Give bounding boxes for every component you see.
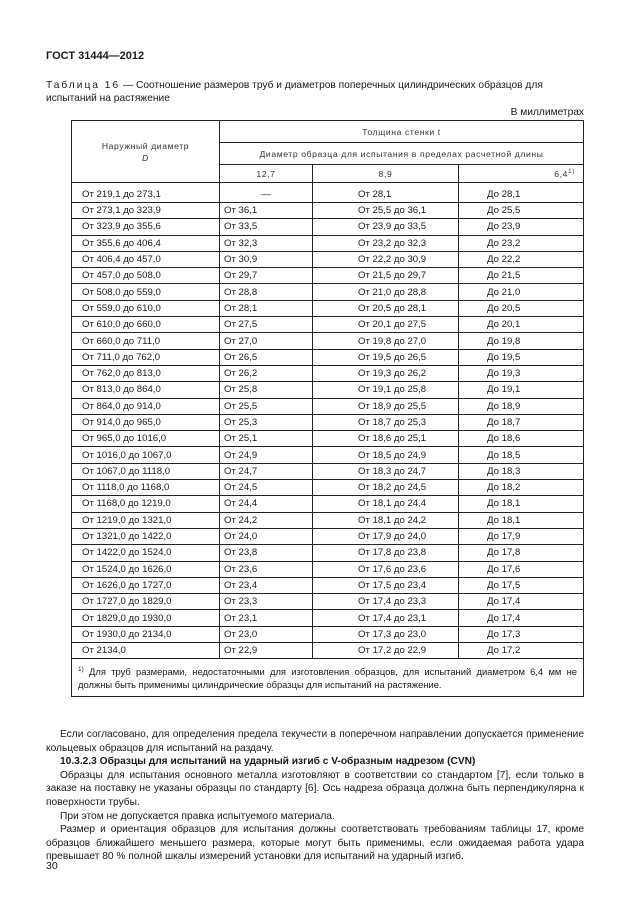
cell-thickness-12-7: От 23,0 (220, 626, 313, 642)
cell-thickness-8-9: От 19,5 до 26,5 (313, 349, 459, 365)
cell-thickness-12-7: От 22,9 (220, 643, 313, 659)
cell-outer-diameter: От 864,0 до 914,0 (72, 398, 220, 414)
table-row (72, 496, 584, 512)
cell-thickness-6-4: До 21,0 (459, 284, 584, 300)
cell-thickness-6-4: До 23,9 (459, 219, 584, 235)
table-row (72, 382, 584, 398)
cell-outer-diameter: От 1626,0 до 1727,0 (72, 577, 220, 593)
cell-thickness-12-7: От 24,5 (220, 480, 313, 496)
cell-thickness-12-7: От 36,1 (220, 203, 313, 219)
cell-outer-diameter: От 1168,0 до 1219,0 (72, 496, 220, 512)
cell-thickness-6-4: До 18,7 (459, 414, 584, 430)
cell-thickness-12-7: От 30,9 (220, 251, 313, 267)
cell-thickness-12-7: От 23,8 (220, 545, 313, 561)
cell-outer-diameter: От 355,6 до 406,4 (72, 235, 220, 251)
table-row (72, 561, 584, 577)
cell-thickness-6-4: До 17,4 (459, 610, 584, 626)
paragraph-base-metal: Образцы для испытания основного металла изготовляют в соответствии со стандартом [7], если только в заказе на поставку не указаны образцы по стандарту [6]. Ось надреза образца должна быть перпендикулярна к поверхности трубы. (46, 769, 584, 808)
cell-thickness-6-4: До 17,3 (459, 626, 584, 642)
cell-thickness-8-9: От 18,2 до 24,5 (313, 480, 459, 496)
cell-thickness-8-9: От 20,1 до 27,5 (313, 317, 459, 333)
cell-thickness-8-9: От 17,8 до 23,8 (313, 545, 459, 561)
cell-outer-diameter: От 1118,0 до 1168,0 (72, 480, 220, 496)
cell-thickness-6-4: До 19,3 (459, 365, 584, 381)
cell-thickness-12-7: От 24,9 (220, 447, 313, 463)
footnote-mark: 1) (78, 666, 84, 674)
cell-thickness-12-7: От 23,1 (220, 610, 313, 626)
cell-thickness-12-7: От 23,4 (220, 577, 313, 593)
cell-outer-diameter: От 1727,0 до 1829,0 (72, 594, 220, 610)
header-thickness-3-value: 6,4 (554, 168, 569, 179)
cell-thickness-6-4: До 17,2 (459, 643, 584, 659)
cell-thickness-12-7: От 24,7 (220, 463, 313, 479)
header-wall-thickness: Толщина стенки t (220, 121, 584, 143)
table-row (72, 414, 584, 430)
table-row (72, 268, 584, 284)
table-row (72, 545, 584, 561)
section-heading-cvn: 10.3.2.3 Образцы для испытаний на ударный изгиб с V-образным надрезом (CVN) (60, 756, 476, 768)
header-specimen-diameter: Диаметр образца для испытания в пределах расчетной длины (220, 143, 584, 165)
cell-outer-diameter: От 1829,0 до 1930,0 (72, 610, 220, 626)
cell-thickness-6-4: До 17,4 (459, 594, 584, 610)
header-outer-diameter (72, 121, 220, 183)
table-body (72, 183, 584, 659)
cell-outer-diameter: От 1422,0 до 1524,0 (72, 545, 220, 561)
cell-outer-diameter: От 219,1 до 273,1 (72, 183, 220, 203)
data-table (71, 120, 584, 697)
cell-thickness-12-7: От 25,8 (220, 382, 313, 398)
cell-thickness-6-4: До 22,2 (459, 251, 584, 267)
cell-thickness-8-9: От 21,5 до 29,7 (313, 268, 459, 284)
table-row (72, 183, 584, 203)
cell-thickness-6-4: До 18,2 (459, 480, 584, 496)
cell-outer-diameter: От 762,0 до 813,0 (72, 365, 220, 381)
table-row (72, 594, 584, 610)
table-row (72, 284, 584, 300)
table-row (72, 447, 584, 463)
cell-outer-diameter: От 508,0 до 559,0 (72, 284, 220, 300)
table-row (72, 365, 584, 381)
cell-thickness-8-9: От 18,6 до 25,1 (313, 431, 459, 447)
cell-thickness-12-7: От 28,1 (220, 300, 313, 316)
cell-thickness-8-9: От 19,1 до 25,8 (313, 382, 459, 398)
cell-thickness-12-7: От 27,5 (220, 317, 313, 333)
cell-thickness-12-7: От 26,2 (220, 365, 313, 381)
cell-thickness-6-4: До 19,1 (459, 382, 584, 398)
cell-thickness-12-7: От 27,0 (220, 333, 313, 349)
cell-thickness-8-9: От 17,4 до 23,3 (313, 594, 459, 610)
cell-outer-diameter: От 1219,0 до 1321,0 (72, 512, 220, 528)
cell-thickness-6-4: До 28,1 (459, 183, 584, 203)
cell-outer-diameter: От 406,4 до 457,0 (72, 251, 220, 267)
cell-thickness-8-9: От 19,8 до 27,0 (313, 333, 459, 349)
footnote-text: Для труб размерами, недостаточными для изготовления образцов, для испытаний диаметром 6,4 мм не должны быть применимы цилиндрические образцы для испытаний на растяжение. (78, 666, 578, 691)
header-outer-diameter-label: Наружный диаметр (101, 140, 190, 151)
cell-outer-diameter: От 273,1 до 323,9 (72, 203, 220, 219)
cell-thickness-12-7: От 24,2 (220, 512, 313, 528)
table-row (72, 643, 584, 659)
cell-thickness-12-7: От 24,4 (220, 496, 313, 512)
cell-thickness-8-9: От 17,2 до 22,9 (313, 643, 459, 659)
cell-outer-diameter: От 711,0 до 762,0 (72, 349, 220, 365)
cell-thickness-8-9: От 20,5 до 28,1 (313, 300, 459, 316)
table-row (72, 219, 584, 235)
cell-thickness-8-9: От 18,7 до 25,3 (313, 414, 459, 430)
paragraph-ring-specimens: Если согласовано, для определения предела текучести в поперечном направлении допускается применение кольцевых образцов для испытаний на раздачу. (46, 729, 584, 754)
table-row (72, 512, 584, 528)
table-caption-text: — Соотношение размеров труб и диаметров поперечных цилиндрических образцов для испытаний на растяжение (46, 80, 543, 104)
table-caption-label: Таблица 16 (46, 80, 121, 91)
cell-thickness-8-9: От 23,2 до 32,3 (313, 235, 459, 251)
cell-thickness-8-9: От 18,3 до 24,7 (313, 463, 459, 479)
paragraph-no-straightening: При этом не допускается правка испытуемого материала. (60, 810, 335, 822)
cell-thickness-8-9: От 17,6 до 23,6 (313, 561, 459, 577)
cell-thickness-6-4: До 23,2 (459, 235, 584, 251)
cell-thickness-12-7: От 25,5 (220, 398, 313, 414)
cell-thickness-6-4: До 18,5 (459, 447, 584, 463)
table-row (72, 610, 584, 626)
cell-thickness-12-7: От 25,3 (220, 414, 313, 430)
cell-thickness-8-9: От 17,5 до 23,4 (313, 577, 459, 593)
cell-thickness-6-4: До 19,5 (459, 349, 584, 365)
table-row (72, 480, 584, 496)
cell-thickness-6-4: До 25,5 (459, 203, 584, 219)
table-row (72, 431, 584, 447)
table-row (72, 317, 584, 333)
cell-thickness-6-4: До 18,3 (459, 463, 584, 479)
cell-thickness-8-9: От 19,3 до 26,2 (313, 365, 459, 381)
table-caption (46, 80, 586, 105)
cell-thickness-6-4: До 18,1 (459, 512, 584, 528)
cell-thickness-6-4: До 20,5 (459, 300, 584, 316)
cell-thickness-12-7: От 29,7 (220, 268, 313, 284)
cell-thickness-8-9: От 23,9 до 33,5 (313, 219, 459, 235)
cell-thickness-8-9: От 18,9 до 25,5 (313, 398, 459, 414)
cell-outer-diameter: От 610,0 до 660,0 (72, 317, 220, 333)
header-thickness-3-footnote-mark: 1) (568, 167, 576, 175)
table-row (72, 300, 584, 316)
cell-thickness-8-9: От 17,3 до 23,0 (313, 626, 459, 642)
cell-thickness-6-4: До 18,1 (459, 496, 584, 512)
header-thickness-3 (459, 165, 584, 183)
header-thickness-2: 8,9 (313, 165, 459, 183)
cell-thickness-6-4: До 17,8 (459, 545, 584, 561)
table-units: В миллиметрах (510, 107, 584, 118)
cell-thickness-6-4: До 17,9 (459, 528, 584, 544)
cell-thickness-12-7: От 26,5 (220, 349, 313, 365)
cell-thickness-8-9: От 18,1 до 24,2 (313, 512, 459, 528)
table-row (72, 235, 584, 251)
table-row (72, 528, 584, 544)
body-text (46, 728, 584, 864)
cell-thickness-8-9: От 18,5 до 24,9 (313, 447, 459, 463)
cell-thickness-12-7: От 24,0 (220, 528, 313, 544)
cell-thickness-8-9: От 21,0 до 28,8 (313, 284, 459, 300)
cell-thickness-12-7: От 23,6 (220, 561, 313, 577)
table-row (72, 203, 584, 219)
page-number: 30 (46, 860, 58, 872)
paragraph-size-orientation: Размер и ориентация образцов для испытания должны соответствовать требованиям таблицы 17, кроме образцов ближайшего меньшего размера, которые могут быть применимы, если ожидаемая работа удара превышает 80 % полной шкалы измерений установки для испытаний на ударный изгиб. (46, 824, 584, 863)
table-row (72, 333, 584, 349)
cell-outer-diameter: От 323,9 до 355,6 (72, 219, 220, 235)
cell-thickness-12-7: От 28,8 (220, 284, 313, 300)
cell-thickness-8-9: От 17,4 до 23,1 (313, 610, 459, 626)
cell-thickness-6-4: До 17,5 (459, 577, 584, 593)
cell-outer-diameter: От 1016,0 до 1067,0 (72, 447, 220, 463)
cell-outer-diameter: От 457,0 до 508,0 (72, 268, 220, 284)
cell-thickness-8-9: От 22,2 до 30,9 (313, 251, 459, 267)
cell-thickness-8-9: От 25,5 до 36,1 (313, 203, 459, 219)
cell-outer-diameter: От 914,0 до 965,0 (72, 414, 220, 430)
cell-thickness-6-4: До 20,1 (459, 317, 584, 333)
cell-thickness-6-4: До 17,6 (459, 561, 584, 577)
table-row (72, 626, 584, 642)
table-row (72, 251, 584, 267)
cell-outer-diameter: От 1067,0 до 1118,0 (72, 463, 220, 479)
header-outer-diameter-symbol: D (142, 152, 149, 163)
cell-thickness-8-9: От 18,1 до 24,4 (313, 496, 459, 512)
cell-outer-diameter: От 559,0 до 610,0 (72, 300, 220, 316)
table-row (72, 463, 584, 479)
cell-thickness-12-7: От 33,5 (220, 219, 313, 235)
cell-outer-diameter: От 965,0 до 1016,0 (72, 431, 220, 447)
cell-thickness-12-7: От 23,3 (220, 594, 313, 610)
cell-outer-diameter: От 1321,0 до 1422,0 (72, 528, 220, 544)
table-row (72, 349, 584, 365)
cell-thickness-6-4: До 18,6 (459, 431, 584, 447)
table-footnote (72, 659, 584, 697)
cell-outer-diameter: От 1524,0 до 1626,0 (72, 561, 220, 577)
cell-thickness-6-4: До 19,8 (459, 333, 584, 349)
document-header: ГОСТ 31444—2012 (46, 50, 145, 62)
header-thickness-1: 12,7 (220, 165, 313, 183)
cell-thickness-12-7: От 32,3 (220, 235, 313, 251)
cell-outer-diameter: От 813,0 до 864,0 (72, 382, 220, 398)
table-row (72, 398, 584, 414)
cell-outer-diameter: От 2134,0 (72, 643, 220, 659)
cell-thickness-6-4: До 21,5 (459, 268, 584, 284)
cell-outer-diameter: От 1930,0 до 2134,0 (72, 626, 220, 642)
cell-thickness-12-7: — (220, 183, 313, 203)
table-row (72, 577, 584, 593)
cell-outer-diameter: От 660,0 до 711,0 (72, 333, 220, 349)
cell-thickness-12-7: От 25,1 (220, 431, 313, 447)
cell-thickness-8-9: От 17,9 до 24,0 (313, 528, 459, 544)
cell-thickness-8-9: От 28,1 (313, 183, 459, 203)
cell-thickness-6-4: До 18,9 (459, 398, 584, 414)
